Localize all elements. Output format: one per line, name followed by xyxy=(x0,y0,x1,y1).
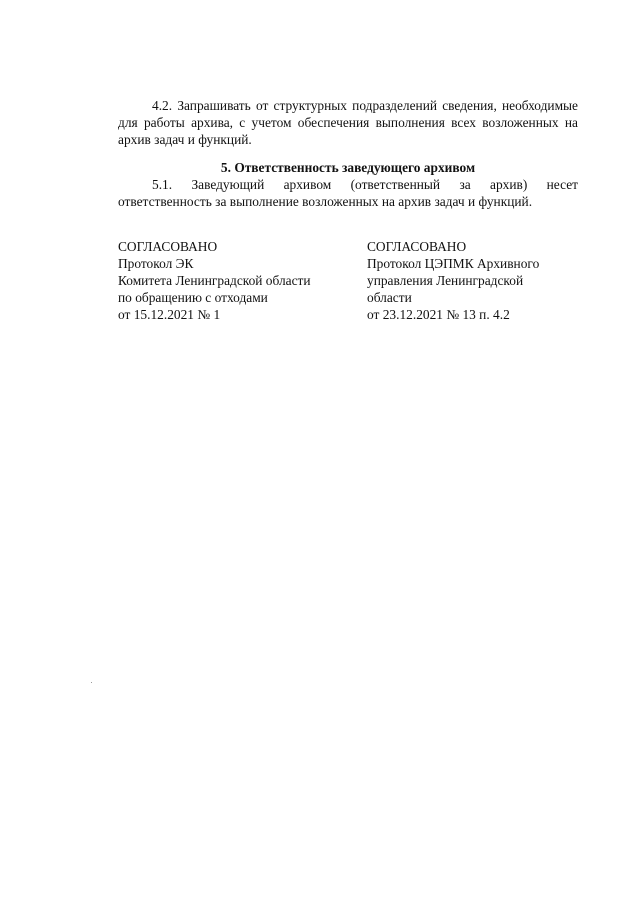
approval-block-left xyxy=(118,238,311,323)
paragraph-number: 5.1. xyxy=(152,177,173,192)
approval-line: области xyxy=(367,290,412,305)
approval-line: Протокол ЦЭПМК Архивного xyxy=(367,256,540,271)
approval-block-right xyxy=(367,238,539,323)
approval-title: СОГЛАСОВАНО xyxy=(118,239,218,254)
paragraph-text: Заведующий архивом (ответственный за архив) несет ответственность за выполнение возложенных на архив задач и функций. xyxy=(118,177,578,209)
paragraph-4-2 xyxy=(118,97,578,148)
approval-title: СОГЛАСОВАНО xyxy=(367,239,467,254)
section-heading: 5. Ответственность заведующего архивом xyxy=(220,160,476,175)
approval-line: управления Ленинградской xyxy=(367,273,524,288)
approval-line: по обращению с отходами xyxy=(118,290,268,305)
paragraph-text: Запрашивать от структурных подразделений сведения, необходимые для работы архива, с учетом обеспечения выполнения всех возложенных на архив задач и функций. xyxy=(118,98,578,147)
paragraph-number: 4.2. xyxy=(152,98,173,113)
approval-date-line: от 23.12.2021 № 13 п. 4.2 xyxy=(367,307,510,322)
approval-line: Протокол ЭК xyxy=(118,256,194,271)
approval-line: Комитета Ленинградской области xyxy=(118,273,311,288)
paragraph-5-1 xyxy=(118,176,578,210)
scan-speck xyxy=(91,682,92,683)
approval-date-line: от 15.12.2021 № 1 xyxy=(118,307,221,322)
